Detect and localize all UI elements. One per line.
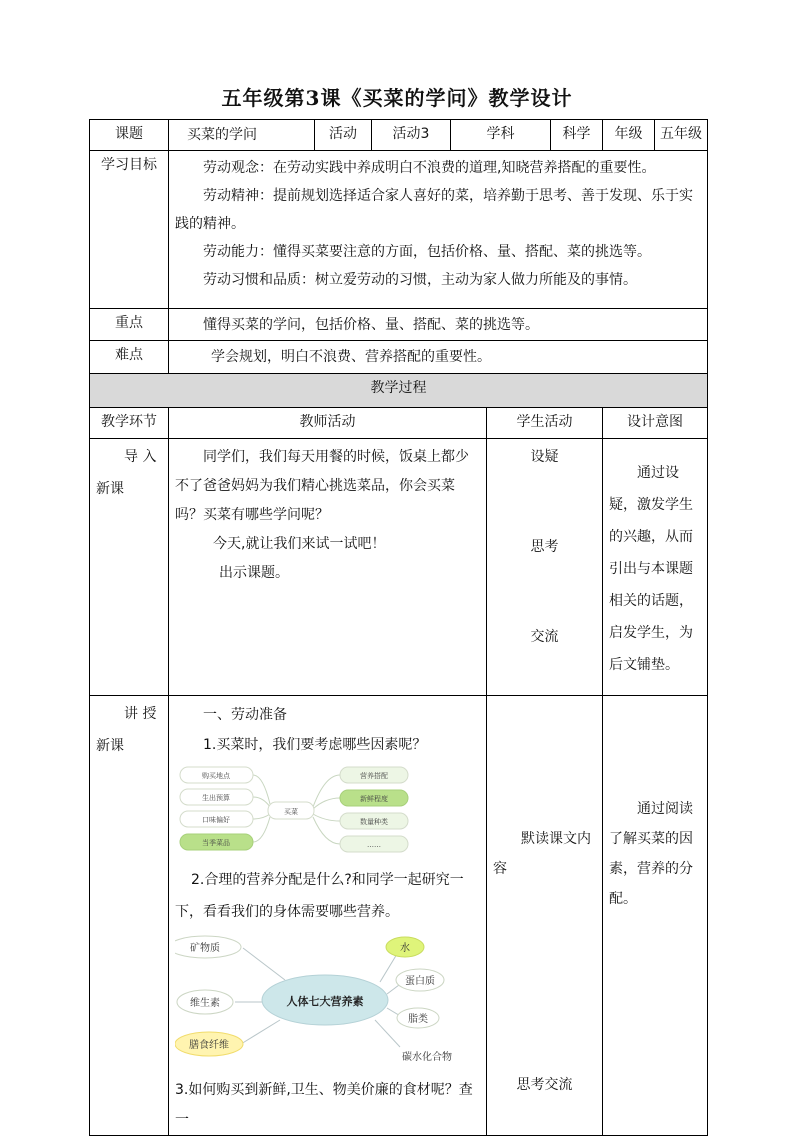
nandian-row	[90, 341, 708, 374]
col-teacher: 教师活动	[169, 408, 487, 439]
question-1: 1.买菜时，我们要考虑哪些因素呢？	[203, 737, 427, 753]
process-heading-row	[90, 374, 708, 408]
intro-intent: 通过设疑，激发学生的兴趣，从而引出与本课题相关的话题，启发学生，为后文铺垫。	[609, 465, 693, 673]
intro-student-1: 设疑	[530, 449, 559, 465]
mm1-center-label: 买菜	[284, 808, 298, 816]
mm2-label: 膳食纤维	[189, 1040, 229, 1051]
mm1-right-label: 数量种类	[360, 818, 388, 826]
nianji-value: 五年级	[655, 120, 708, 151]
lesson-plan-table	[89, 119, 708, 1136]
intro-teacher-text: 今天,就让我们来试一试吧！	[213, 536, 386, 552]
teach-student-1: 默读课文内容	[493, 831, 591, 877]
nandian-text: 学会规划，明白不浪费、营养搭配的重要性。	[211, 349, 491, 365]
teach-stage-1: 讲 授	[124, 706, 157, 722]
question-3: 3.如何购买到新鲜,卫生、物美价廉的食材呢？查一	[175, 1082, 473, 1128]
section-heading: 一、劳动准备	[203, 707, 287, 723]
page-title: 五年级第3课《买菜的学问》教学设计	[221, 86, 573, 110]
mm1-left-label: 生出预算	[202, 794, 230, 802]
col-student: 学生活动	[487, 408, 603, 439]
intro-student-2: 思考	[530, 539, 559, 555]
header-row	[90, 120, 708, 151]
mindmap-buying-factors	[175, 762, 465, 860]
mm2-label: 蛋白质	[405, 976, 435, 987]
mm2-label: 矿物质	[190, 943, 220, 954]
question-2: 2.合理的营养分配是什么?和同学一起研究一下，看看我们的身体需要哪些营养。	[175, 872, 464, 920]
nandian-label: 难点	[90, 341, 169, 374]
process-heading: 教学过程	[90, 374, 708, 408]
mm2-center-label: 人体七大营养素	[286, 995, 364, 1008]
zhongdian-row	[90, 309, 708, 341]
mm2-label: 维生素	[190, 998, 220, 1009]
zhongdian-label: 重点	[90, 309, 169, 341]
intro-row	[90, 439, 708, 696]
intro-teacher-text: 同学们，我们每天用餐的时候，饭桌上都少不了爸爸妈妈为我们精心挑选菜品，你会买菜吗？买菜有哪些学问呢？	[175, 449, 469, 523]
teach-row	[90, 696, 708, 1136]
teach-stage-2: 新课	[96, 738, 124, 754]
intro-student-3: 交流	[530, 629, 559, 645]
intro-stage-2: 新课	[96, 481, 124, 497]
mm1-right-label: 营养搭配	[360, 772, 388, 780]
nianji-label: 年级	[603, 120, 655, 151]
objective-item: 劳动能力：懂得买菜要注意的方面，包括价格、量、搭配、菜的挑选等。	[203, 244, 651, 260]
mm2-label: 脂类	[408, 1014, 428, 1025]
mm2-label: 水	[400, 943, 410, 954]
huodong-value: 活动3	[372, 120, 451, 151]
mm1-left-label: 口味偏好	[202, 816, 230, 824]
xueke-value: 科学	[551, 120, 603, 151]
process-header-row	[90, 408, 708, 439]
mm1-right-label: 新鲜程度	[360, 795, 388, 803]
intro-teacher-text: 出示课题。	[219, 565, 289, 581]
objectives-label: 学习目标	[90, 151, 169, 309]
mm1-left-label: 购买地点	[202, 772, 230, 780]
objective-item: 劳动精神：提前规划选择适合家人喜好的菜，培养勤于思考、善于发现、乐于实践的精神。	[175, 188, 693, 232]
mm1-right-label: ……	[367, 841, 381, 849]
objective-item: 劳动习惯和品质：树立爱劳动的习惯，主动为家人做力所能及的事情。	[203, 272, 637, 288]
mindmap-seven-nutrients	[175, 934, 475, 1069]
mm1-left-label: 当季菜品	[202, 839, 230, 847]
intro-stage-1: 导 入	[124, 449, 157, 465]
col-stage: 教学环节	[90, 408, 169, 439]
keti-value: 买菜的学问	[187, 127, 257, 143]
mm2-label: 碳水化合物	[402, 1052, 452, 1063]
keti-label: 课题	[90, 120, 169, 151]
col-intent: 设计意图	[603, 408, 708, 439]
zhongdian-text: 懂得买菜的学问，包括价格、量、搭配、菜的挑选等。	[203, 316, 539, 333]
teach-student-2: 思考交流	[516, 1077, 573, 1093]
xueke-label: 学科	[451, 120, 551, 151]
teach-intent: 通过阅读了解买菜的因素，营养的分配。	[609, 801, 693, 907]
objective-item: 劳动观念：在劳动实践中养成明白不浪费的道理,知晓营养搭配的重要性。	[203, 160, 656, 176]
huodong-label: 活动	[315, 120, 372, 151]
objectives-row	[90, 151, 708, 309]
